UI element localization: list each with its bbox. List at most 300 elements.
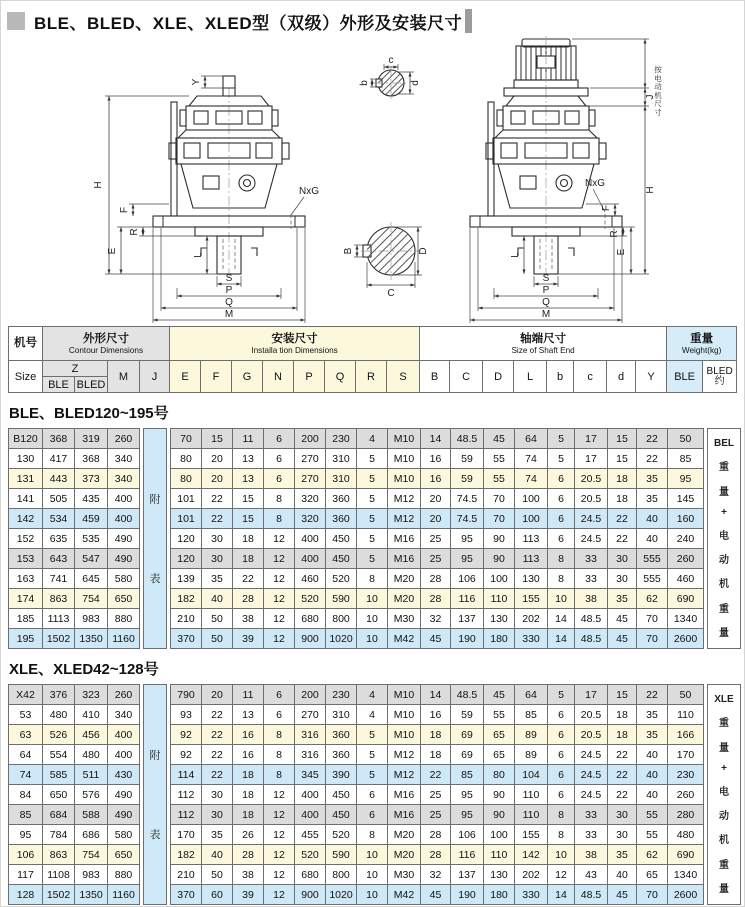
- cell: M30: [388, 609, 421, 629]
- cell: 6: [548, 785, 575, 805]
- table-row: [9, 785, 140, 805]
- cell: 8: [548, 805, 575, 825]
- cell: 576: [75, 785, 108, 805]
- table-row: [9, 745, 140, 765]
- cell: 40: [202, 845, 233, 865]
- cell: 390: [326, 765, 357, 785]
- weight-note-strip: BEL 重 量 + 电 动 机 重 量: [707, 428, 741, 649]
- cell: 588: [75, 805, 108, 825]
- cell: 4: [357, 429, 388, 449]
- cell: 310: [326, 469, 357, 489]
- cell: 13: [233, 469, 264, 489]
- cell: 460: [668, 569, 704, 589]
- cell: 10: [357, 885, 388, 905]
- dim-label-R: R: [129, 228, 140, 236]
- cell: 25: [421, 549, 451, 569]
- table-row: [171, 765, 704, 785]
- cell: 100: [515, 509, 548, 529]
- table-row: [9, 725, 140, 745]
- cell: 12: [264, 549, 295, 569]
- cell: 40: [637, 745, 668, 765]
- cell: 130: [484, 609, 515, 629]
- row-size: X42: [9, 685, 43, 705]
- cell: 28: [233, 589, 264, 609]
- cell: 690: [668, 845, 704, 865]
- cell: 526: [43, 725, 75, 745]
- header-z-ble: BLE: [43, 377, 75, 393]
- cell: 40: [637, 765, 668, 785]
- cell: 28: [421, 825, 451, 845]
- cell: 490: [108, 805, 140, 825]
- cell: 368: [43, 429, 75, 449]
- cell: 16: [421, 449, 451, 469]
- dim-label-b: b: [359, 80, 370, 86]
- cell: 8: [264, 725, 295, 745]
- section-ble-bled: [1, 428, 744, 649]
- cell: 116: [451, 845, 484, 865]
- cell: 5: [357, 765, 388, 785]
- table-row: [9, 885, 140, 905]
- cell: 50: [202, 629, 233, 649]
- cell: 6: [264, 469, 295, 489]
- cell: 55: [484, 705, 515, 725]
- cell: 650: [108, 845, 140, 865]
- cell: 120: [171, 549, 202, 569]
- cell: 15: [202, 429, 233, 449]
- cell: 12: [264, 529, 295, 549]
- row-size: 106: [9, 845, 43, 865]
- header-col-C: C: [450, 361, 483, 393]
- cell: 93: [171, 705, 202, 725]
- cell: 45: [484, 429, 515, 449]
- table-row: [171, 509, 704, 529]
- cell: 13: [233, 705, 264, 725]
- cell: 50: [202, 609, 233, 629]
- cell: 260: [108, 685, 140, 705]
- cell: 12: [548, 865, 575, 885]
- cell: 210: [171, 609, 202, 629]
- cell: 15: [608, 449, 637, 469]
- cell: 6: [548, 529, 575, 549]
- cell: 6: [264, 705, 295, 725]
- cell: M10: [388, 685, 421, 705]
- cell: 1340: [668, 865, 704, 885]
- cell: 643: [43, 549, 75, 569]
- cell: 6: [357, 785, 388, 805]
- title-marker-bar: [465, 9, 472, 33]
- table-row: [171, 589, 704, 609]
- cell: M20: [388, 569, 421, 589]
- table-row: [9, 865, 140, 885]
- cell: 450: [326, 549, 357, 569]
- cell: 800: [326, 865, 357, 885]
- cell: 547: [75, 549, 108, 569]
- cell: 92: [171, 725, 202, 745]
- cell: 35: [637, 489, 668, 509]
- cell: 983: [75, 609, 108, 629]
- cell: 22: [608, 765, 637, 785]
- cell: 1350: [75, 885, 108, 905]
- cell: 5: [548, 449, 575, 469]
- cell: 24.5: [575, 765, 608, 785]
- cell: 400: [108, 745, 140, 765]
- cell: 155: [515, 589, 548, 609]
- table-row: [171, 469, 704, 489]
- cell: 38: [233, 609, 264, 629]
- cell: 554: [43, 745, 75, 765]
- cell: 520: [326, 825, 357, 845]
- table-row: [9, 549, 140, 569]
- cell: 8: [264, 745, 295, 765]
- row-size: 85: [9, 805, 43, 825]
- cell: 10: [357, 589, 388, 609]
- cell: 137: [451, 865, 484, 885]
- cell: 55: [484, 469, 515, 489]
- cell: 18: [233, 805, 264, 825]
- cell: 863: [43, 845, 75, 865]
- cell: 330: [515, 885, 548, 905]
- cell: 5: [357, 509, 388, 529]
- cell: 24.5: [575, 529, 608, 549]
- table-row: [9, 509, 140, 529]
- cell: 8: [357, 825, 388, 845]
- cell: 170: [668, 745, 704, 765]
- cell: 5: [357, 449, 388, 469]
- cell: 22: [608, 529, 637, 549]
- cell: 139: [171, 569, 202, 589]
- cell: 880: [108, 609, 140, 629]
- cell: 1502: [43, 629, 75, 649]
- cell: 520: [295, 845, 326, 865]
- cell: 160: [668, 509, 704, 529]
- cell: 580: [108, 569, 140, 589]
- cell: 18: [608, 725, 637, 745]
- table-row: [171, 805, 704, 825]
- cell: 180: [484, 885, 515, 905]
- cell: 25: [421, 529, 451, 549]
- j-note-strip: 附 表: [143, 428, 167, 649]
- cell: 400: [295, 549, 326, 569]
- cell: 89: [515, 745, 548, 765]
- cell: 534: [43, 509, 75, 529]
- cell: 65: [484, 745, 515, 765]
- cell: 18: [233, 765, 264, 785]
- dim-label-d: d: [410, 80, 421, 86]
- cell: 650: [108, 589, 140, 609]
- cell: 113: [515, 549, 548, 569]
- table-row: [171, 725, 704, 745]
- cell: 166: [668, 725, 704, 745]
- cell: 2600: [668, 885, 704, 905]
- cell: 26: [233, 825, 264, 845]
- title-marker-square: [7, 12, 25, 30]
- header-col-G: G: [232, 361, 263, 393]
- cell: 511: [75, 765, 108, 785]
- cell: 650: [43, 785, 75, 805]
- cell: 38: [233, 865, 264, 885]
- row-size: 63: [9, 725, 43, 745]
- cell: 900: [295, 885, 326, 905]
- table-row: [171, 549, 704, 569]
- cell: 85: [668, 449, 704, 469]
- cell: M10: [388, 725, 421, 745]
- cell: 62: [637, 845, 668, 865]
- cell: 12: [264, 569, 295, 589]
- j-note-strip: 附 表: [143, 684, 167, 905]
- cell: 15: [608, 429, 637, 449]
- cell: 22: [202, 489, 233, 509]
- cell: 35: [637, 725, 668, 745]
- cell: 754: [75, 589, 108, 609]
- cell: 2600: [668, 629, 704, 649]
- cell: 480: [668, 825, 704, 845]
- dim-label-M: M: [224, 309, 234, 320]
- row-size: 53: [9, 705, 43, 725]
- cell: 280: [668, 805, 704, 825]
- cell: 22: [233, 569, 264, 589]
- cell: 8: [548, 549, 575, 569]
- right-dimensions: [470, 39, 656, 323]
- cell: 20: [421, 489, 451, 509]
- cell: 38: [575, 589, 608, 609]
- cell: M16: [388, 529, 421, 549]
- cell: 18: [421, 725, 451, 745]
- cell: 20.5: [575, 725, 608, 745]
- cell: 80: [171, 449, 202, 469]
- header-col-b: b: [547, 361, 574, 393]
- dim-label-D: D: [418, 247, 429, 255]
- cell: M12: [388, 745, 421, 765]
- cell: 40: [637, 509, 668, 529]
- cell: M16: [388, 785, 421, 805]
- cell: 35: [202, 825, 233, 845]
- cell: 5: [548, 685, 575, 705]
- table-row: [171, 785, 704, 805]
- row-size: 64: [9, 745, 43, 765]
- cell: 400: [108, 509, 140, 529]
- table-row: [9, 805, 140, 825]
- cell: M20: [388, 825, 421, 845]
- cell: 580: [108, 825, 140, 845]
- row-size: 174: [9, 589, 43, 609]
- cell: 316: [295, 745, 326, 765]
- cell: 1113: [43, 609, 75, 629]
- cell: 18: [608, 469, 637, 489]
- cell: 95: [451, 549, 484, 569]
- table-row: [9, 489, 140, 509]
- cell: 16: [421, 705, 451, 725]
- cell: 360: [326, 489, 357, 509]
- cell: 48.5: [575, 885, 608, 905]
- cell: 22: [608, 745, 637, 765]
- row-size: 128: [9, 885, 43, 905]
- cell: 319: [75, 429, 108, 449]
- cell: 35: [608, 845, 637, 865]
- row-size: 163: [9, 569, 43, 589]
- cell: 800: [326, 609, 357, 629]
- header-weight-group: 重量 Weight(kg): [667, 327, 737, 361]
- cell: 459: [75, 509, 108, 529]
- dim-label-H-right: H: [645, 186, 656, 194]
- table-row: [9, 569, 140, 589]
- cell: 70: [484, 509, 515, 529]
- cell: 69: [451, 725, 484, 745]
- table-row: [9, 609, 140, 629]
- cell: 370: [171, 629, 202, 649]
- cell: 376: [43, 685, 75, 705]
- cell: 30: [202, 549, 233, 569]
- cell: 55: [637, 825, 668, 845]
- cell: 320: [295, 489, 326, 509]
- cell: 100: [484, 569, 515, 589]
- cell: 400: [295, 529, 326, 549]
- cell: 6: [264, 685, 295, 705]
- cell: 260: [108, 429, 140, 449]
- cell: M42: [388, 885, 421, 905]
- cell: 110: [668, 705, 704, 725]
- cell: 340: [108, 469, 140, 489]
- cell: 505: [43, 489, 75, 509]
- cell: 110: [484, 845, 515, 865]
- cell: 22: [637, 685, 668, 705]
- cell: 20.5: [575, 469, 608, 489]
- cell: 145: [668, 489, 704, 509]
- cell: 90: [484, 529, 515, 549]
- table-row: [171, 429, 704, 449]
- cell: M20: [388, 845, 421, 865]
- table-row: [171, 865, 704, 885]
- cell: 12: [264, 805, 295, 825]
- table-row: [171, 609, 704, 629]
- cell: 373: [75, 469, 108, 489]
- section-xle-xled: [1, 684, 744, 905]
- dim-label-F-right: F: [601, 204, 612, 212]
- cell: 360: [326, 745, 357, 765]
- cell: 95: [451, 529, 484, 549]
- table-row: [171, 825, 704, 845]
- header-shaft-group: 轴端尺寸 Size of Shaft End: [420, 327, 667, 361]
- cell: 400: [295, 785, 326, 805]
- cell: 450: [326, 805, 357, 825]
- cell: 95: [451, 785, 484, 805]
- cell: 340: [108, 705, 140, 725]
- cell: 14: [421, 429, 451, 449]
- cell: 590: [326, 845, 357, 865]
- table-row: [171, 685, 704, 705]
- cell: 8: [548, 825, 575, 845]
- table-row: [9, 429, 140, 449]
- table-row: [9, 529, 140, 549]
- dim-label-S: S: [225, 273, 233, 284]
- section-table-left: [8, 428, 140, 649]
- cell: 10: [357, 865, 388, 885]
- cell: 17: [575, 429, 608, 449]
- cell: M16: [388, 549, 421, 569]
- row-size: 141: [9, 489, 43, 509]
- header-jihao: 机号: [9, 327, 43, 361]
- cell: 50: [202, 865, 233, 885]
- cell: 24.5: [575, 509, 608, 529]
- cell: 1340: [668, 609, 704, 629]
- cell: 22: [637, 449, 668, 469]
- cell: 85: [451, 765, 484, 785]
- cell: 28: [421, 845, 451, 865]
- cell: M12: [388, 489, 421, 509]
- cell: 85: [515, 705, 548, 725]
- header-size: Size: [9, 361, 43, 393]
- cell: 240: [668, 529, 704, 549]
- cell: 12: [264, 609, 295, 629]
- cell: 59: [451, 449, 484, 469]
- cell: 24.5: [575, 745, 608, 765]
- cell: 74: [515, 469, 548, 489]
- table-row: [171, 845, 704, 865]
- cell: 32: [421, 609, 451, 629]
- dim-label-S-right: S: [542, 273, 550, 284]
- table-row: [171, 529, 704, 549]
- cell: 130: [515, 569, 548, 589]
- cell: 490: [108, 549, 140, 569]
- row-size: 130: [9, 449, 43, 469]
- cell: 6: [264, 449, 295, 469]
- cell: 270: [295, 449, 326, 469]
- table-row: [9, 685, 140, 705]
- cell: 480: [75, 745, 108, 765]
- cell: 190: [451, 629, 484, 649]
- cell: 30: [202, 529, 233, 549]
- cell: 170: [171, 825, 202, 845]
- cell: 190: [451, 885, 484, 905]
- cell: 70: [637, 629, 668, 649]
- cell: 16: [233, 725, 264, 745]
- cell: 48.5: [575, 629, 608, 649]
- row-size: 74: [9, 765, 43, 785]
- dim-label-C: C: [387, 288, 395, 299]
- cell: M12: [388, 765, 421, 785]
- row-size: 142: [9, 509, 43, 529]
- cell: 50: [668, 685, 704, 705]
- cell: 400: [295, 805, 326, 825]
- cell: 45: [421, 629, 451, 649]
- dim-label-NxG: NxG: [299, 186, 319, 197]
- cell: 12: [264, 845, 295, 865]
- header-col-c: c: [574, 361, 607, 393]
- cell: 11: [233, 685, 264, 705]
- cell: 754: [75, 845, 108, 865]
- cell: M12: [388, 509, 421, 529]
- cell: 48.5: [575, 609, 608, 629]
- cell: 48.5: [451, 429, 484, 449]
- cell: 100: [515, 489, 548, 509]
- shaft-section-detail-large: [343, 222, 429, 299]
- cell: 16: [421, 469, 451, 489]
- cell: 8: [264, 765, 295, 785]
- cell: 4: [357, 685, 388, 705]
- cell: 20: [202, 449, 233, 469]
- dim-label-R-right: R: [609, 230, 620, 238]
- table-row: [9, 705, 140, 725]
- section-table-main: [170, 428, 704, 649]
- cell: M10: [388, 469, 421, 489]
- cell: 460: [295, 569, 326, 589]
- header-col-Q: Q: [325, 361, 356, 393]
- cell: 64: [515, 685, 548, 705]
- cell: 18: [421, 745, 451, 765]
- row-size: 195: [9, 629, 43, 649]
- row-size: 117: [9, 865, 43, 885]
- dim-label-J: J: [645, 94, 656, 100]
- cell: M16: [388, 805, 421, 825]
